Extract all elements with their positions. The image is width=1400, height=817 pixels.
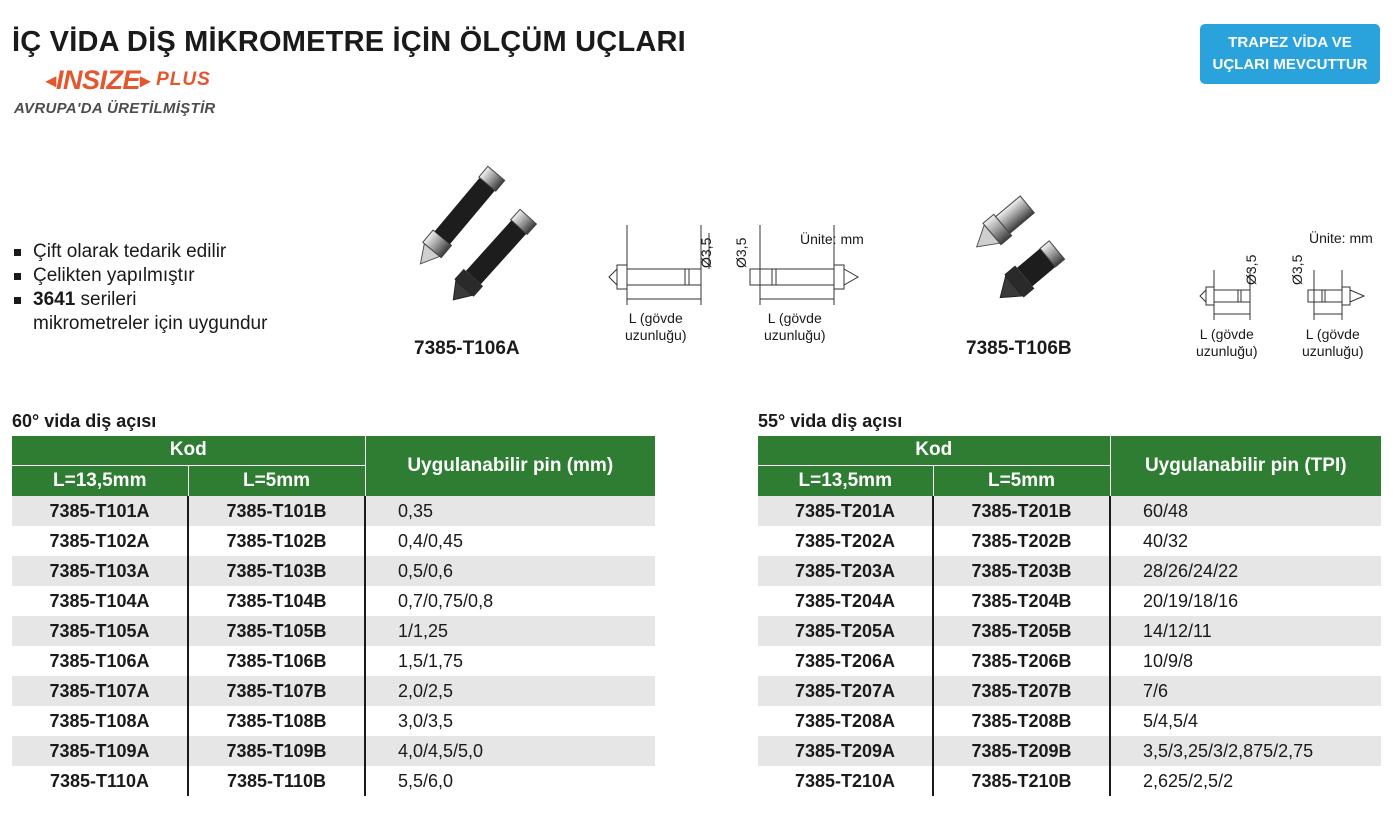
bullet-icon <box>14 249 21 256</box>
table-row <box>758 736 1381 766</box>
code-cell-short: 7385-T101B <box>188 496 365 526</box>
unit-label: Ünite: mm <box>1309 230 1373 246</box>
code-cell-long: 7385-T203A <box>758 556 933 586</box>
code-cell-long: 7385-T104A <box>12 586 188 616</box>
table-row <box>758 586 1381 616</box>
table-row <box>12 676 655 706</box>
code-cell-short: 7385-T106B <box>188 646 365 676</box>
product-code-a: 7385-T106A <box>414 338 520 359</box>
code-cell-short: 7385-T104B <box>188 586 365 616</box>
feature-item: 3641 serileri <box>14 288 267 312</box>
code-cell-short: 7385-T109B <box>188 736 365 766</box>
code-cell-short: 7385-T102B <box>188 526 365 556</box>
table-row <box>758 616 1381 646</box>
col-header-short: L=5mm <box>933 465 1110 496</box>
kod-header: Kod <box>12 436 365 465</box>
length-label: L (gövde uzunluğu) <box>1196 326 1258 359</box>
pin-cell: 2,625/2,5/2 <box>1110 766 1381 796</box>
code-cell-short: 7385-T209B <box>933 736 1110 766</box>
code-cell-short: 7385-T107B <box>188 676 365 706</box>
feature-item-continued: mikrometreler için uygundur <box>33 313 268 334</box>
table-row <box>758 496 1381 526</box>
pin-header: Uygulanabilir pin (TPI) <box>1110 436 1381 496</box>
code-cell-short: 7385-T208B <box>933 706 1110 736</box>
badge-line-2: UÇLARI MEVCUTTUR <box>1212 56 1368 73</box>
diameter-label: Ø3,5 <box>733 237 749 268</box>
pin-cell: 40/32 <box>1110 526 1381 556</box>
availability-badge <box>1200 24 1380 84</box>
code-cell-long: 7385-T205A <box>758 616 933 646</box>
code-cell-short: 7385-T210B <box>933 766 1110 796</box>
table-title-60: 60° vida diş açısı <box>12 411 157 431</box>
code-cell-long: 7385-T209A <box>758 736 933 766</box>
table-row <box>758 676 1381 706</box>
spec-table-55 <box>758 436 1381 796</box>
product-code-b: 7385-T106B <box>966 338 1072 359</box>
code-cell-long: 7385-T105A <box>12 616 188 646</box>
pin-cell: 7/6 <box>1110 676 1381 706</box>
col-header-long: L=13,5mm <box>758 465 933 496</box>
pin-cell: 10/9/8 <box>1110 646 1381 676</box>
code-cell-short: 7385-T207B <box>933 676 1110 706</box>
badge-line-1: TRAPEZ VİDA VE <box>1228 34 1352 51</box>
code-cell-short: 7385-T206B <box>933 646 1110 676</box>
feature-item: Çift olarak tedarik edilir <box>14 240 267 264</box>
table-body <box>758 496 1381 796</box>
code-cell-short: 7385-T103B <box>188 556 365 586</box>
bullet-icon <box>14 297 21 304</box>
code-cell-long: 7385-T201A <box>758 496 933 526</box>
pin-cell: 20/19/18/16 <box>1110 586 1381 616</box>
pin-cell: 3,0/3,5 <box>365 706 655 736</box>
table-body <box>12 496 655 796</box>
table-title-55: 55° vida diş açısı <box>758 411 903 431</box>
code-cell-long: 7385-T109A <box>12 736 188 766</box>
code-cell-short: 7385-T203B <box>933 556 1110 586</box>
table-row <box>12 616 655 646</box>
pin-cell: 14/12/11 <box>1110 616 1381 646</box>
product-image-t106a <box>392 150 572 310</box>
pin-cell: 0,5/0,6 <box>365 556 655 586</box>
kod-header: Kod <box>758 436 1110 465</box>
table-row <box>12 496 655 526</box>
pin-cell: 2,0/2,5 <box>365 676 655 706</box>
arrow-right-icon: ▸ <box>140 69 151 92</box>
diameter-label: Ø3,5 <box>1289 254 1305 285</box>
diameter-label: Ø3,5 <box>1243 254 1259 285</box>
code-cell-short: 7385-T108B <box>188 706 365 736</box>
code-cell-long: 7385-T206A <box>758 646 933 676</box>
table-row <box>758 766 1381 796</box>
table-row <box>758 706 1381 736</box>
pin-cell: 1/1,25 <box>365 616 655 646</box>
table-row <box>12 706 655 736</box>
pin-cell: 3,5/3,25/3/2,875/2,75 <box>1110 736 1381 766</box>
code-cell-short: 7385-T205B <box>933 616 1110 646</box>
length-label: L (gövde uzunluğu) <box>625 310 687 343</box>
code-cell-long: 7385-T204A <box>758 586 933 616</box>
arrow-left-icon: ◂ <box>46 69 57 92</box>
pin-cell: 0,4/0,45 <box>365 526 655 556</box>
table-row <box>758 646 1381 676</box>
code-cell-long: 7385-T107A <box>12 676 188 706</box>
unit-label: Ünite: mm <box>800 231 864 247</box>
table-row <box>12 526 655 556</box>
code-cell-short: 7385-T201B <box>933 496 1110 526</box>
pin-cell: 28/26/24/22 <box>1110 556 1381 586</box>
drawing-t106b-right <box>1300 270 1380 330</box>
code-cell-long: 7385-T106A <box>12 646 188 676</box>
code-cell-short: 7385-T202B <box>933 526 1110 556</box>
code-cell-long: 7385-T202A <box>758 526 933 556</box>
code-cell-long: 7385-T110A <box>12 766 188 796</box>
table-row <box>758 526 1381 556</box>
code-cell-long: 7385-T207A <box>758 676 933 706</box>
pin-cell: 4,0/4,5/5,0 <box>365 736 655 766</box>
table-row <box>12 766 655 796</box>
pin-cell: 0,7/0,75/0,8 <box>365 586 655 616</box>
table-row <box>12 736 655 766</box>
brand-name: INSIZE <box>56 64 141 95</box>
code-cell-short: 7385-T105B <box>188 616 365 646</box>
product-image-t106b <box>968 180 1098 305</box>
length-label: L (gövde uzunluğu) <box>764 310 826 343</box>
pin-header: Uygulanabilir pin (mm) <box>365 436 655 496</box>
diameter-label: Ø3,5 <box>698 237 714 268</box>
spec-table-60 <box>12 436 655 796</box>
table-row <box>12 556 655 586</box>
pin-cell: 1,5/1,75 <box>365 646 655 676</box>
code-cell-long: 7385-T208A <box>758 706 933 736</box>
table-row <box>12 586 655 616</box>
code-cell-long: 7385-T210A <box>758 766 933 796</box>
code-cell-long: 7385-T102A <box>12 526 188 556</box>
code-cell-long: 7385-T101A <box>12 496 188 526</box>
code-cell-short: 7385-T110B <box>188 766 365 796</box>
pin-cell: 5,5/6,0 <box>365 766 655 796</box>
table-row <box>12 646 655 676</box>
pin-cell: 0,35 <box>365 496 655 526</box>
table-row <box>758 556 1381 586</box>
pin-cell: 60/48 <box>1110 496 1381 526</box>
col-header-long: L=13,5mm <box>12 465 188 496</box>
col-header-short: L=5mm <box>188 465 365 496</box>
pin-cell: 5/4,5/4 <box>1110 706 1381 736</box>
length-label: L (gövde uzunluğu) <box>1302 326 1364 359</box>
insize-logo <box>46 64 211 96</box>
brand-suffix: PLUS <box>156 69 211 90</box>
code-cell-long: 7385-T108A <box>12 706 188 736</box>
made-in-label: AVRUPA'DA ÜRETİLMİŞTİR <box>14 100 216 117</box>
feature-item: Çelikten yapılmıştır <box>14 264 267 288</box>
code-cell-short: 7385-T204B <box>933 586 1110 616</box>
bullet-icon <box>14 273 21 280</box>
code-cell-long: 7385-T103A <box>12 556 188 586</box>
feature-list <box>14 240 267 336</box>
page-title: İÇ VİDA DİŞ MİKROMETRE İÇİN ÖLÇÜM UÇLARI <box>12 26 686 58</box>
